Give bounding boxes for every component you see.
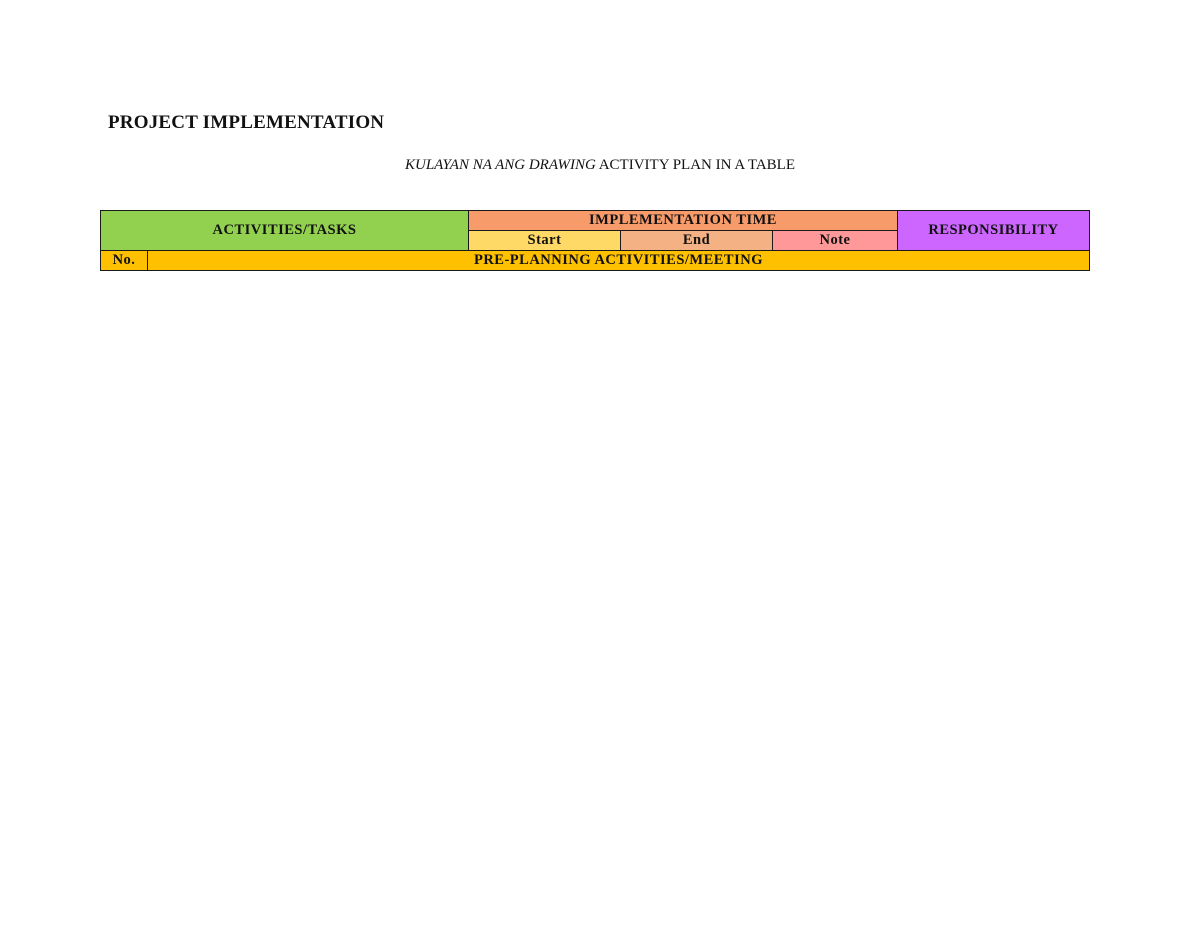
- subtitle-rest: ACTIVITY PLAN IN A TABLE: [595, 157, 795, 173]
- header-implementation-time: IMPLEMENTATION TIME: [469, 211, 898, 231]
- subtitle-italic: KULAYAN NA ANG DRAWING: [405, 157, 596, 173]
- header-start: Start: [469, 231, 621, 251]
- header-no: No.: [101, 251, 148, 271]
- activity-plan-table: [100, 210, 1090, 271]
- header-note: Note: [773, 231, 898, 251]
- document-subtitle: [0, 157, 1200, 174]
- section-pre-planning: PRE-PLANNING ACTIVITIES/MEETING: [148, 251, 1090, 271]
- header-responsibility: RESPONSIBILITY: [898, 211, 1090, 251]
- document-title: PROJECT IMPLEMENTATION: [108, 112, 385, 133]
- header-activities: ACTIVITIES/TASKS: [101, 211, 469, 251]
- header-end: End: [621, 231, 773, 251]
